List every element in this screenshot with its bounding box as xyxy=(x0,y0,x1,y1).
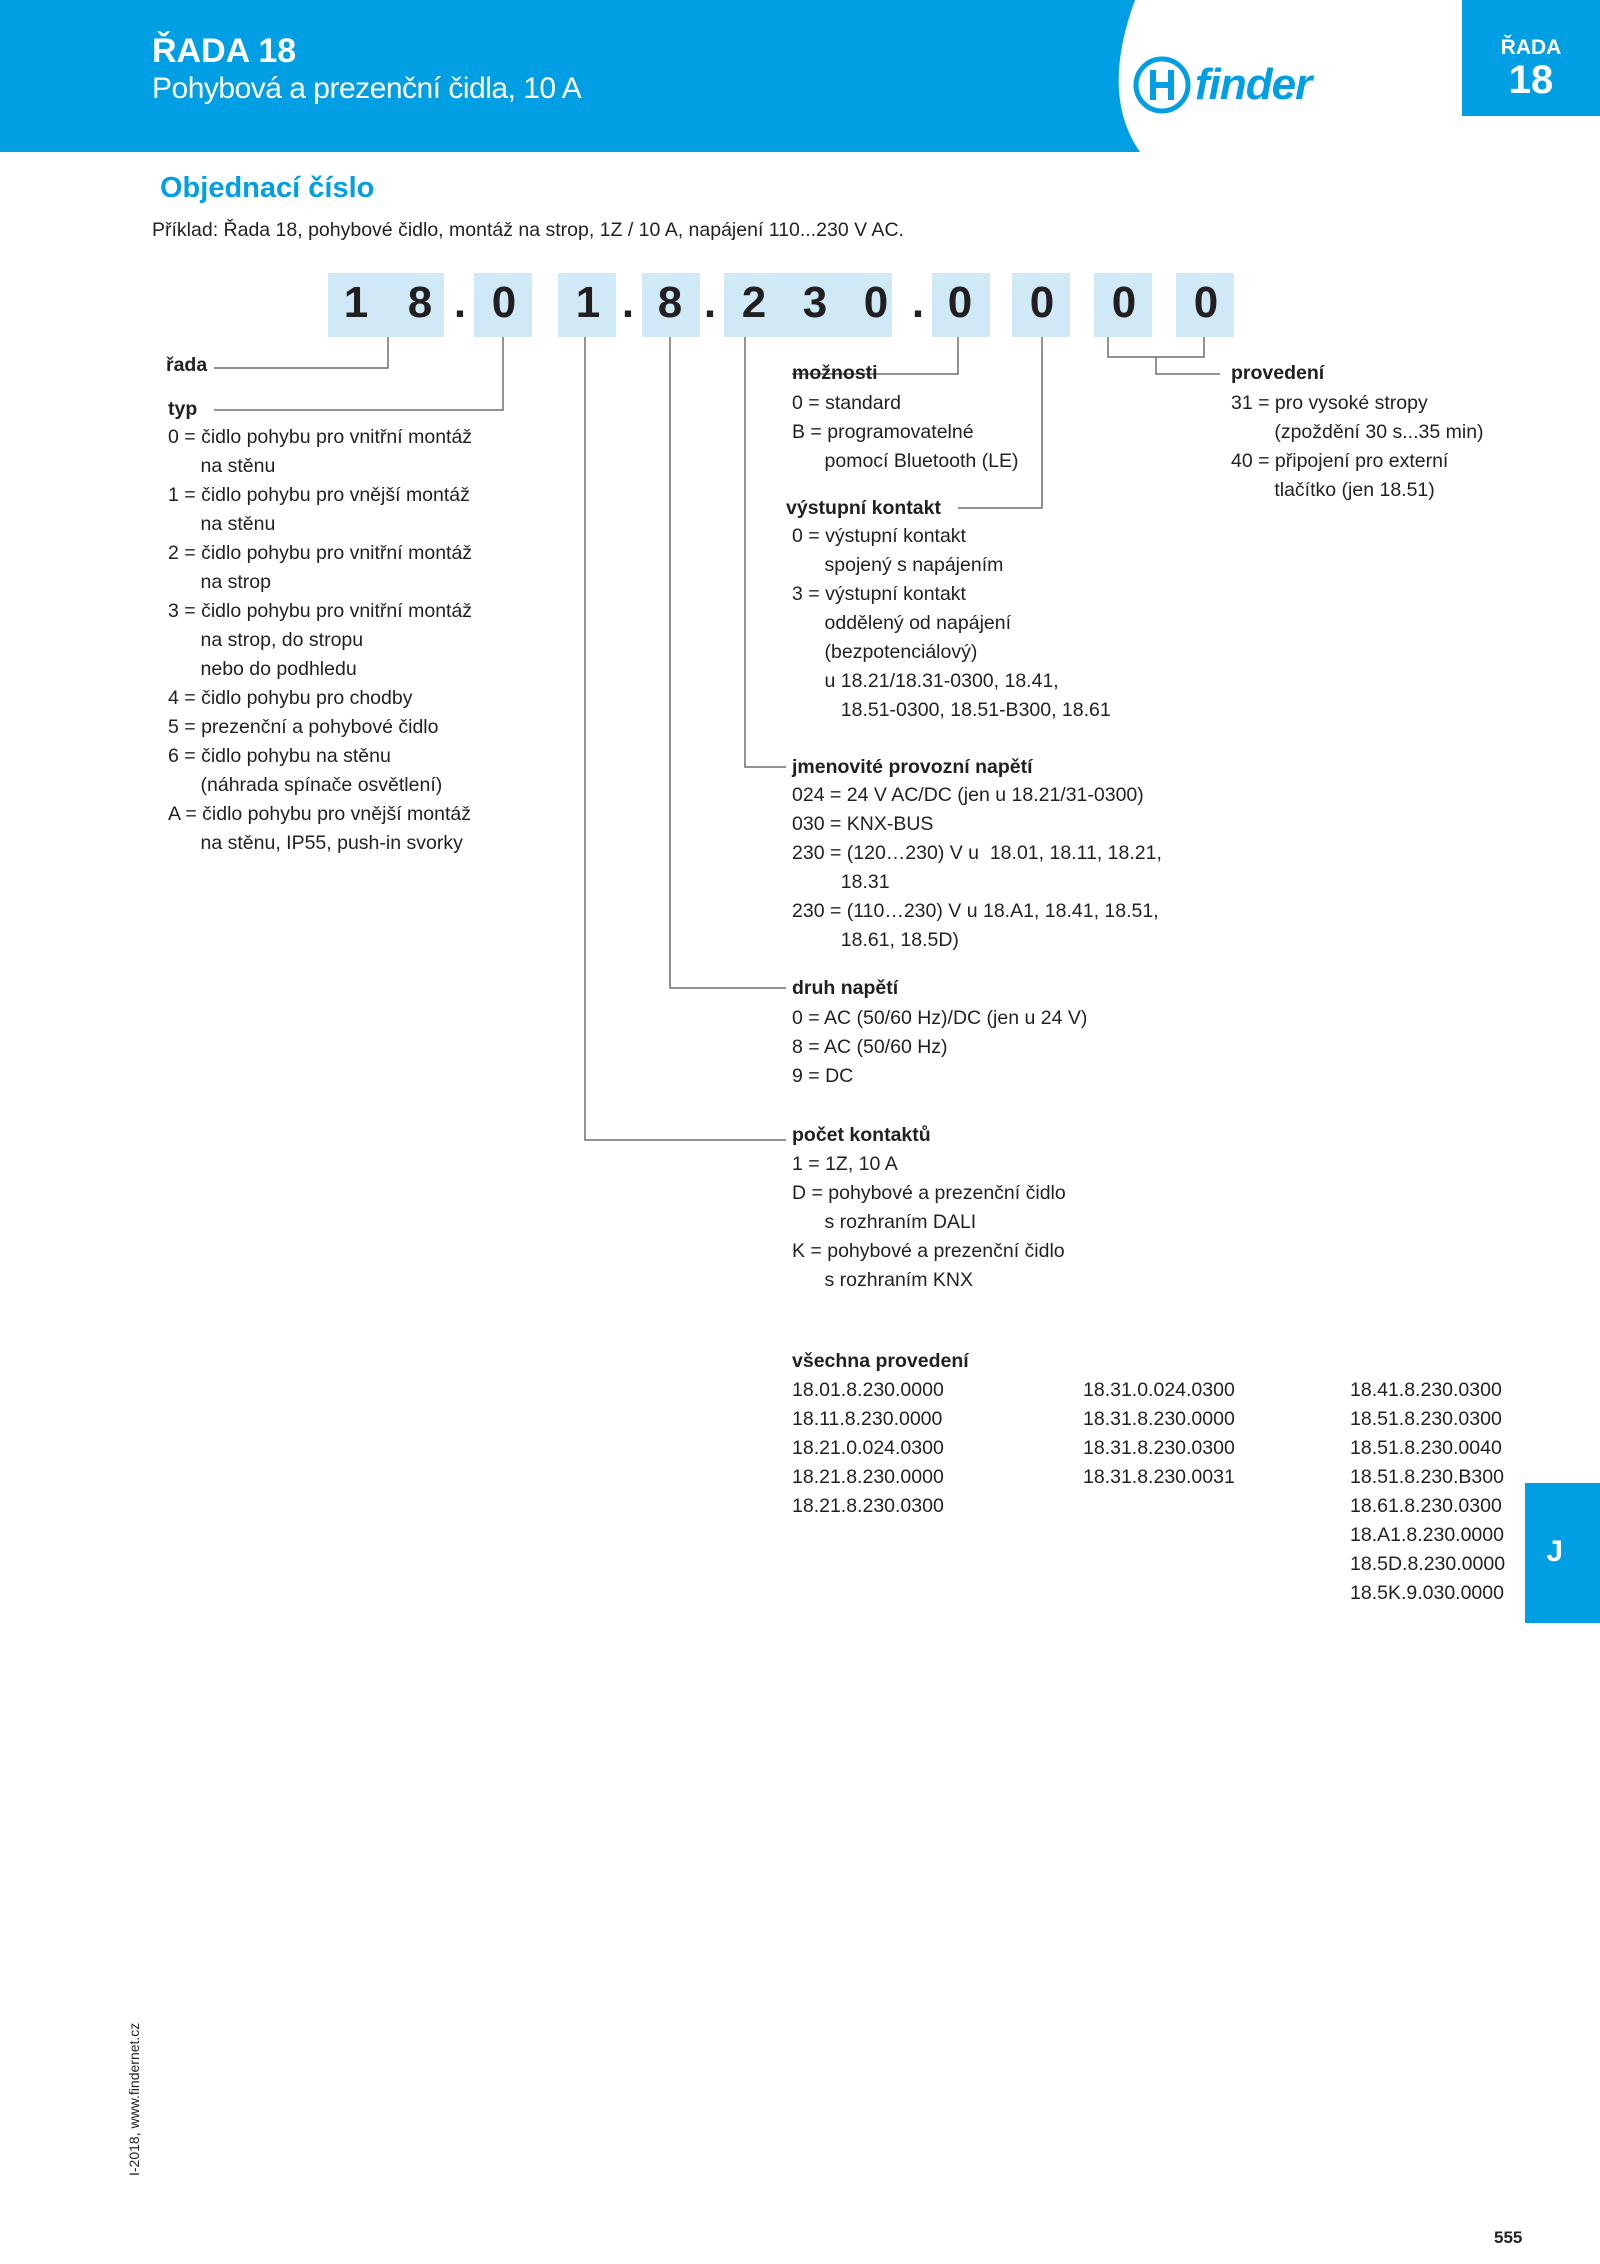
vystupni-kontakt-list xyxy=(792,522,1111,725)
list-line: na strop xyxy=(168,571,271,593)
code-separator: . xyxy=(621,278,635,327)
list-line: 18.01.8.230.0000 xyxy=(792,1379,944,1401)
list-line: (zpoždění 30 s...35 min) xyxy=(1231,421,1484,443)
list-line: 18.5D.8.230.0000 xyxy=(1350,1553,1506,1575)
typ-list xyxy=(168,423,472,858)
list-line: 18.A1.8.230.0000 xyxy=(1350,1524,1504,1546)
list-line: 31 = pro vysoké stropy xyxy=(1231,392,1428,414)
list-line: 4 = čidlo pohybu pro chodby xyxy=(168,687,413,709)
list-line: s rozhraním DALI xyxy=(792,1211,977,1233)
list-line: 1 = čidlo pohybu pro vnější montáž xyxy=(168,484,470,506)
list-line: 18.61.8.230.0300 xyxy=(1350,1495,1502,1517)
pocet-kontaktu-list xyxy=(792,1150,1066,1295)
example-text: Příklad: Řada 18, pohybové čidlo, montáž na strop, 1Z / 10 A, napájení 110...230 V AC. xyxy=(152,219,904,241)
list-line: 0 = standard xyxy=(792,392,901,414)
list-line: 40 = připojení pro externí xyxy=(1231,450,1449,472)
list-line: 230 = (110…230) V u 18.A1, 18.41, 18.51, xyxy=(792,900,1159,922)
brand-name: finder xyxy=(1195,60,1312,109)
moznosti-list xyxy=(792,389,1019,476)
vsechna-provedeni-label: všechna provedení xyxy=(792,1350,969,1372)
list-line: 18.31.8.230.0031 xyxy=(1083,1466,1235,1488)
list-line: 9 = DC xyxy=(792,1065,854,1087)
section-tab-letter: J xyxy=(1546,1535,1563,1568)
list-line: nebo do podhledu xyxy=(168,658,357,680)
list-line: 030 = KNX-BUS xyxy=(792,813,934,835)
list-line: D = pohybové a prezenční čidlo xyxy=(792,1182,1066,1204)
druh-napeti-label: druh napětí xyxy=(792,977,899,999)
list-line: 18.51.8.230.0300 xyxy=(1350,1408,1502,1430)
series-tab-label: ŘADA xyxy=(1500,36,1562,59)
variants-col-3 xyxy=(1350,1376,1505,1608)
list-line: spojený s napájením xyxy=(792,554,1004,576)
variants-col-1 xyxy=(792,1376,944,1521)
page-number: 555 xyxy=(1494,2228,1523,2247)
code-separator: . xyxy=(703,278,717,327)
list-line: 0 = čidlo pohybu pro vnitřní montáž xyxy=(168,426,473,448)
list-line: pomocí Bluetooth (LE) xyxy=(792,450,1019,472)
list-line: 18.31 xyxy=(792,871,890,893)
list-line: 3 = čidlo pohybu pro vnitřní montáž xyxy=(168,600,473,622)
list-line: 1 = 1Z, 10 A xyxy=(792,1153,898,1175)
footer-url: I-2018, www.findernet.cz xyxy=(126,2022,142,2176)
list-line: 3 = výstupní kontakt xyxy=(792,583,966,605)
code-separator: . xyxy=(911,278,925,327)
code-digit: 0 xyxy=(1193,278,1219,327)
list-line: (náhrada spínače osvětlení) xyxy=(168,774,443,796)
list-line: 024 = 24 V AC/DC (jen u 18.21/31-0300) xyxy=(792,784,1144,806)
moznosti-label: možnosti xyxy=(792,362,878,384)
list-line: 18.61, 18.5D) xyxy=(792,929,959,951)
list-line: 18.41.8.230.0300 xyxy=(1350,1379,1502,1401)
vystupni-kontakt-label: výstupní kontakt xyxy=(786,497,941,519)
list-line: 6 = čidlo pohybu na stěnu xyxy=(168,745,391,767)
code-digit: 0 xyxy=(1111,278,1137,327)
code-digit: 0 xyxy=(491,278,517,327)
code-digit: 2 xyxy=(741,278,767,327)
provedeni-label: provedení xyxy=(1231,362,1325,384)
code-digit: 8 xyxy=(657,278,683,327)
list-line: (bezpotenciálový) xyxy=(792,641,978,663)
code-digit: 0 xyxy=(947,278,973,327)
list-line: 0 = AC (50/60 Hz)/DC (jen u 24 V) xyxy=(792,1007,1088,1029)
series-title: ŘADA 18 xyxy=(152,32,297,70)
list-line: na stěnu, IP55, push-in svorky xyxy=(168,832,463,854)
series-tab-number: 18 xyxy=(1508,58,1554,102)
list-line: 18.31.0.024.0300 xyxy=(1083,1379,1235,1401)
page-subtitle: Pohybová a prezenční čidla, 10 A xyxy=(152,72,582,105)
list-line: 5 = prezenční a pohybové čidlo xyxy=(168,716,439,738)
code-digit: 8 xyxy=(407,278,433,327)
list-line: K = pohybové a prezenční čidlo xyxy=(792,1240,1065,1262)
code-digit: 3 xyxy=(802,278,828,327)
list-line: oddělený od napájení xyxy=(792,612,1012,634)
list-line: u 18.21/18.31-0300, 18.41, xyxy=(792,670,1059,692)
list-line: 0 = výstupní kontakt xyxy=(792,525,966,547)
list-line: na stěnu xyxy=(168,455,276,477)
code-digit: 1 xyxy=(575,278,601,327)
list-line: 18.31.8.230.0000 xyxy=(1083,1408,1235,1430)
list-line: 18.31.8.230.0300 xyxy=(1083,1437,1235,1459)
list-line: tlačítko (jen 18.51) xyxy=(1231,479,1435,501)
list-line: na stěnu xyxy=(168,513,276,535)
napeti-label: jmenovité provozní napětí xyxy=(792,756,1033,778)
variants-col-2 xyxy=(1083,1376,1235,1492)
list-line: 18.51-0300, 18.51-B300, 18.61 xyxy=(792,699,1111,721)
list-line: 18.51.8.230.0040 xyxy=(1350,1437,1502,1459)
list-line: 18.21.0.024.0300 xyxy=(792,1437,944,1459)
napeti-list xyxy=(792,781,1162,955)
code-digit: 0 xyxy=(863,278,889,327)
pocet-kontaktu-label: počet kontaktů xyxy=(792,1124,931,1146)
druh-napeti-list xyxy=(792,1004,1087,1091)
list-line: 18.51.8.230.B300 xyxy=(1350,1466,1504,1488)
list-line: 18.21.8.230.0300 xyxy=(792,1495,944,1517)
list-line: 18.21.8.230.0000 xyxy=(792,1466,944,1488)
list-line: 18.11.8.230.0000 xyxy=(792,1408,943,1430)
list-line: A = čidlo pohybu pro vnější montáž xyxy=(168,803,471,825)
provedeni-list xyxy=(1231,389,1484,505)
section-tab-j xyxy=(1525,1483,1600,1623)
code-separator: . xyxy=(453,278,467,327)
list-line: 8 = AC (50/60 Hz) xyxy=(792,1036,948,1058)
code-digit: 0 xyxy=(1029,278,1055,327)
list-line: na strop, do stropu xyxy=(168,629,364,651)
section-heading: Objednací číslo xyxy=(160,172,375,204)
list-line: 2 = čidlo pohybu pro vnitřní montáž xyxy=(168,542,473,564)
list-line: 18.5K.9.030.0000 xyxy=(1350,1582,1504,1604)
code-digit: 1 xyxy=(343,278,369,327)
list-line: B = programovatelné xyxy=(792,421,974,443)
list-line: 230 = (120…230) V u 18.01, 18.11, 18.21, xyxy=(792,842,1162,864)
typ-label: typ xyxy=(168,398,198,420)
rada-label: řada xyxy=(166,354,208,376)
list-line: s rozhraním KNX xyxy=(792,1269,973,1291)
